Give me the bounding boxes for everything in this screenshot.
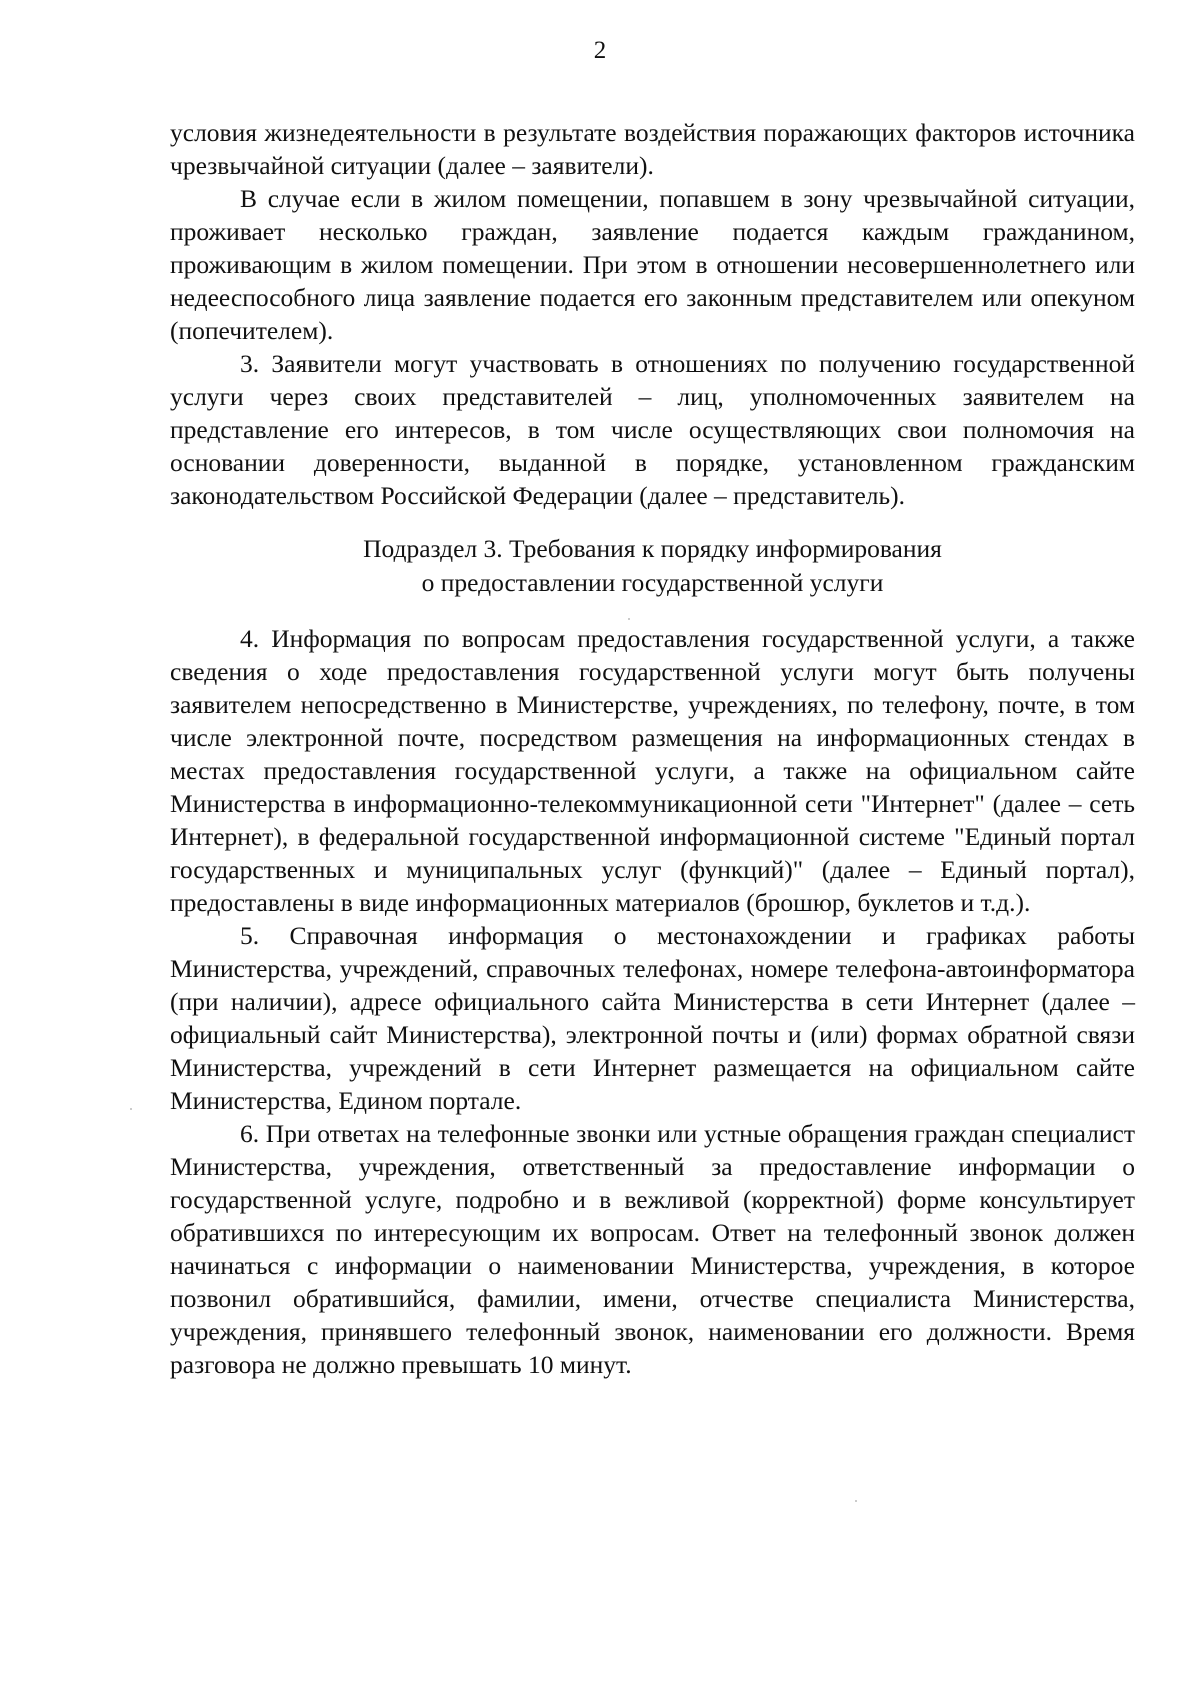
scan-speck	[628, 618, 630, 620]
section-heading	[170, 532, 1135, 600]
paragraph-continuation: условия жизнедеятельности в результате воздействия поражающих факторов источника чрезвычайной ситуации (далее – заявители).	[170, 118, 1135, 180]
top-text-block	[170, 116, 1135, 512]
scan-speck	[855, 1500, 857, 1502]
paragraph-multiple-residents: В случае если в жилом помещении, попавшем в зону чрезвычайной ситуации, проживает несколько граждан, заявление подается каждым гражданином, проживающим в жилом помещении. При этом в отношении несовершеннолетнего или недееспособного лица заявление подается его законным представителем или опекуном (попечителем).	[170, 184, 1135, 345]
section-heading-line-1: Подраздел 3. Требования к порядку информирования	[363, 534, 942, 563]
paragraph-4-information: 4. Информация по вопросам предоставления государственной услуги, а также сведения о ходе предоставления государственной услуги могут быть получены заявителем непосредственно в Министерстве, учреждениях, по телефону, почте, в том числе электронной почте, посредством размещения на информационных стендах в местах предоставления государственной услуги, а также на официальном сайте Министерства в информационно-телекоммуникационной сети "Интернет" (далее – сеть Интернет), в федеральной государственной информационной системе "Единый портал государственных и муниципальных услуг (функций)" (далее – Единый портал), предоставлены в виде информационных материалов (брошюр, буклетов и т.д.).	[170, 624, 1135, 917]
paragraph-5-reference-info: 5. Справочная информация о местонахождении и графиках работы Министерства, учреждений, справочных телефонах, номере телефона-автоинформатора (при наличии), адресе официального сайта Министерства в сети Интернет (далее – официальный сайт Министерства), электронной почты и (или) формах обратной связи Министерства, учреждений в сети Интернет размещается на официальном сайте Министерства, Едином портале.	[170, 921, 1135, 1115]
section-heading-line-2: о предоставлении государственной услуги	[421, 568, 884, 597]
paragraph-6-phone-answers: 6. При ответах на телефонные звонки или устные обращения граждан специалист Министерства, учреждения, ответственный за предоставление информации о государственной услуге, подробно и в вежливой (корректной) форме консультирует обратившихся по интересующим их вопросам. Ответ на телефонный звонок должен начинаться с информации о наименовании Министерства, учреждения, в которое позвонил обратившийся, фамилии, имени, отчестве специалиста Министерства, учреждения, принявшего телефонный звонок, наименовании его должности. Время разговора не должно превышать 10 минут.	[170, 1119, 1135, 1379]
page-number: 2	[593, 37, 607, 64]
paragraph-3-representatives: 3. Заявители могут участвовать в отношениях по получению государственной услуги через своих представителей – лиц, уполномоченных заявителем на представление его интересов, в том числе осуществляющих свои полномочия на основании доверенности, выданной в порядке, установленном гражданским законодательством Российской Федерации (далее – представитель).	[170, 349, 1135, 510]
bottom-text-block	[170, 622, 1135, 1381]
scan-speck	[130, 1108, 132, 1110]
